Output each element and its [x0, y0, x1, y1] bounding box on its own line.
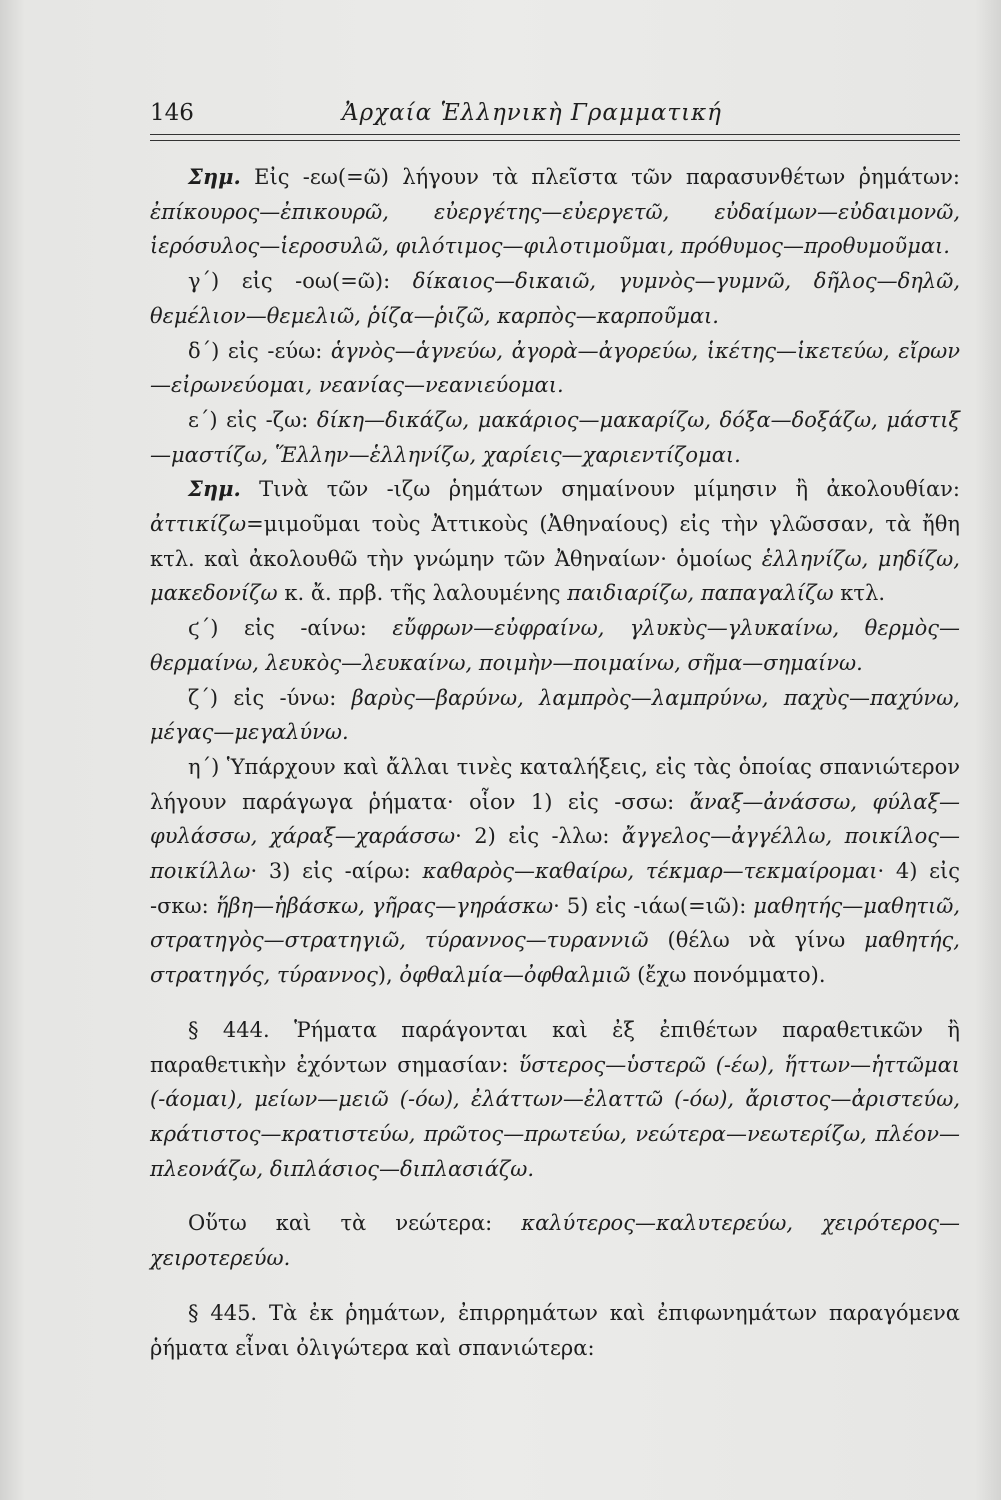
section-head: ζ΄) εἰς -ύνω: — [188, 685, 352, 710]
section-examples: δίκη—δικάζω, μακάριος—μακαρίζω, δόξα—δοξάζω, μάστιξ—μαστίζω, Ἕλλην—ἑλληνίζω, χαρίεις—χαριεντίζομαι. — [150, 407, 960, 467]
section-head: ϛ΄) εἰς -αίνω: — [188, 616, 393, 641]
section-zeta — [150, 681, 960, 750]
section-examples: ὀφθαλμία—ὀφθαλμιῶ — [399, 963, 631, 988]
section-examples: καθαρὸς—καθαίρω, τέκμαρ—τεκμαίρομαι — [422, 859, 878, 884]
note-text: Τινὰ τῶν -ιζω ῥημάτων σημαίνουν μίμησιν ἢ ἀκολουθίαν: — [240, 477, 960, 502]
section-epsilon — [150, 403, 960, 472]
section-delta — [150, 334, 960, 403]
note-examples: ἐπίκουρος—ἐπικουρῶ, εὐεργέτης—εὐεργετῶ, εὐδαίμων—εὐδαιμονῶ, ἱερόσυλος—ἱεροσυλῶ, φιλότιμος—φιλοτιμοῦμαι, πρόθυμος—προθυμοῦμαι. — [150, 199, 960, 259]
page-number: 146 — [150, 100, 194, 126]
section-text: · 3) εἰς -αίρω: — [250, 859, 423, 884]
header-rule-top — [150, 134, 960, 135]
spacer — [150, 1186, 960, 1206]
section-head: γ΄) εἰς -οω(=ῶ): — [188, 269, 413, 294]
section-text: ), — [377, 963, 400, 988]
note-text: κ. ἄ. πρβ. τῆς λαλουμένης — [277, 581, 568, 606]
note-example: παιδιαρίζω, παπαγαλίζω — [567, 581, 834, 606]
note-text: =μιμοῦμαι τοὺς Ἀττικοὺς (Ἀθηναίους) εἰς τὴν γλῶσσαν, τὰ ἤθη κτλ. καὶ ἀκολουθῶ τὴν γνώμην τῶν Ἀθηναίων· ὁμοίως — [150, 512, 960, 571]
note-paragraph-2 — [150, 472, 960, 611]
note-text: κτλ. — [833, 581, 886, 606]
paragraph-text: § 444. Ῥήματα παράγονται καὶ ἐξ ἐπιθέτων παραθετικῶν ἢ παραθετικὴν ἐχόντων σημασίαν: — [150, 1017, 960, 1077]
paragraph-text: Οὕτω καὶ τὰ νεώτερα: — [188, 1211, 522, 1236]
paragraph-445 — [150, 1296, 960, 1365]
section-examples: ἄναξ—ἀνάσσω, φύλαξ—φυλάσσω, χάραξ—χαράσσω — [150, 789, 961, 849]
note-example: ἀττικίζω — [150, 512, 247, 537]
section-head: ε΄) εἰς -ζω: — [188, 407, 317, 432]
section-text: (θέλω νὰ γίνω — [648, 928, 865, 953]
section-examples: ἁγνὸς—ἁγνεύω, ἀγορὰ—ἀγορεύω, ἱκέτης—ἱκετεύω, εἴρων—εἰρωνεύομαι, νεανίας—νεανιεύομαι. — [150, 338, 960, 398]
section-text: · 5) εἰς -ιάω(=ιῶ): — [553, 893, 754, 918]
header-rule-bottom — [150, 140, 960, 141]
section-text: (ἔχω πονόμματο). — [630, 963, 826, 988]
section-text: · 4) εἰς -σκω: — [150, 859, 960, 918]
section-examples: βαρὺς—βαρύνω, λαμπρὸς—λαμπρύνω, παχὺς—παχύνω, μέγας—μεγαλύνω. — [150, 685, 960, 745]
spacer — [150, 993, 960, 1013]
note-label: Σημ. — [188, 164, 241, 189]
note-example: ἑλληνίζω, μηδίζω, μακεδονίζω — [150, 546, 960, 606]
section-stigma — [150, 611, 960, 680]
page-body — [150, 160, 960, 1365]
section-gamma — [150, 264, 960, 333]
note-text: Εἰς -εω(=ῶ) λήγουν τὰ πλεῖστα τῶν παρασυνθέτων ῥημάτων: — [240, 165, 960, 189]
note-paragraph-1 — [150, 160, 960, 264]
section-text: · 2) εἰς -λλω: — [455, 824, 622, 849]
page-header — [150, 100, 960, 140]
section-examples: ἄγγελος—ἀγγέλλω, ποικίλος—ποικίλλω — [150, 824, 961, 884]
section-examples: ἥβη—ἡβάσκω, γῆρας—γηράσκω — [215, 893, 554, 918]
section-examples: μαθητής, στρατηγός, τύραννος — [150, 928, 960, 988]
section-examples: μαθητής—μαθητιῶ, στρατηγὸς—στρατηγιῶ, τύραννος—τυραννιῶ — [150, 893, 960, 953]
paragraph-444 — [150, 1013, 960, 1187]
note-label: Σημ. — [188, 476, 241, 502]
section-text: η΄) Ὑπάρχουν καὶ ἄλλαι τινὲς καταλήξεις, εἰς τὰς ὁποίας σπανιώτερον λήγουν παράγωγα ῥήματα· οἷον 1) εἰς -σσω: — [150, 754, 960, 814]
spacer — [150, 1276, 960, 1296]
paragraph-modern — [150, 1206, 960, 1275]
running-title: Ἀρχαία Ἑλληνικὴ Γραμματική — [342, 100, 722, 126]
paragraph-examples: ὕστερος—ὑστερῶ (-έω), ἥττων—ἡττῶμαι (-άομαι), μείων—μειῶ (-όω), ἐλάττων—ἐλαττῶ (-όω), ἄριστος—ἀριστεύω, κράτιστος—κρατιστεύω, πρῶτος—πρωτεύω, νεώτερα—νεωτερίζω, πλέον—πλεονάζω, διπλάσιος—διπλασιάζω. — [150, 1052, 960, 1181]
section-eta — [150, 750, 960, 993]
section-head: δ΄) εἰς -εύω: — [188, 338, 331, 363]
paragraph-examples: καλύτερος—καλυτερεύω, χειρότερος—χειροτερεύω. — [150, 1211, 960, 1271]
section-examples: εὔφρων—εὐφραίνω, γλυκὺς—γλυκαίνω, θερμὸς—θερμαίνω, λευκὸς—λευκαίνω, ποιμὴν—ποιμαίνω, σῆμα—σημαίνω. — [150, 616, 960, 675]
paragraph-text: § 445. Τὰ ἐκ ῥημάτων, ἐπιρρημάτων καὶ ἐπιφωνημάτων παραγόμενα ῥήματα εἶναι ὀλιγώτερα καὶ σπανιώτερα: — [150, 1300, 960, 1360]
section-examples: δίκαιος—δικαιῶ, γυμνὸς—γυμνῶ, δῆλος—δηλῶ, θεμέλιον—θεμελιῶ, ῥίζα—ῥιζῶ, καρπὸς—καρποῦμαι. — [150, 269, 960, 328]
